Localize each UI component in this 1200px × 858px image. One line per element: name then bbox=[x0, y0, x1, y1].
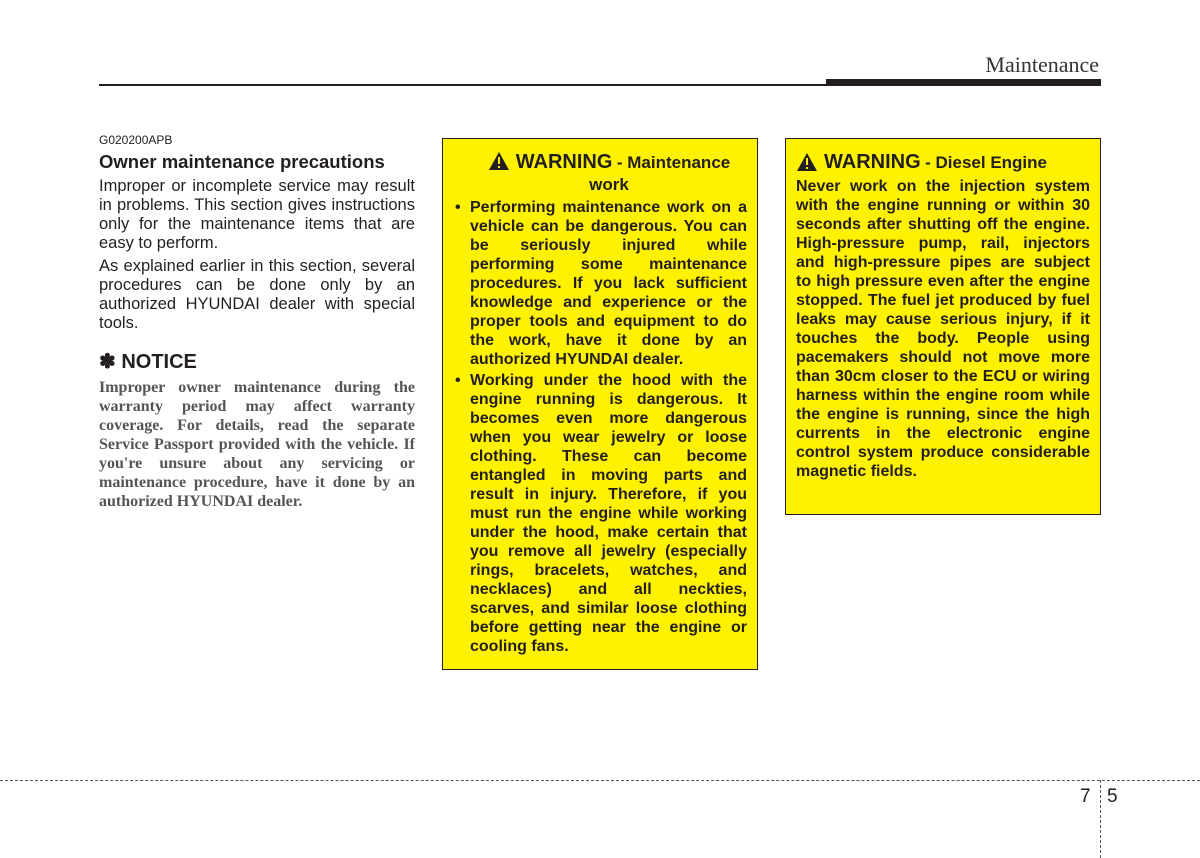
warning-subtitle: - Diesel Engine bbox=[925, 153, 1047, 172]
section-code: G020200APB bbox=[99, 133, 173, 147]
page-header-title: Maintenance bbox=[985, 52, 1099, 77]
warning-diesel-text: Never work on the injection system with the engine running or within 30 seconds after shutting off the engine. High-pressure pump, rail, injectors and high-pressure pipes are subject to high pressure even after the engine stopped. The fuel jet produced by fuel leaks may cause serious injury, if it touches the body. People using pacemakers should not move more than 30cm closer to the ECU or wiring harness within the engine room while the engine is running, since the high currents in the electronic engine control system produce considerable magnetic fields. bbox=[796, 178, 1090, 480]
warning-diesel-box bbox=[785, 138, 1101, 515]
notice-text: Improper owner maintenance during the warranty period may affect warranty coverage. For details, read the separate Service Passport provided with the vehicle. If you're unsure about any servicing or maintenance procedure, have it done by an authorized HYUNDAI dealer. bbox=[99, 379, 415, 510]
notice-heading bbox=[99, 349, 415, 374]
warning-maintenance-title bbox=[453, 151, 747, 196]
warning-maintenance-list bbox=[453, 198, 747, 656]
warning-maintenance-box bbox=[442, 138, 758, 670]
section-title: Owner maintenance precautions bbox=[99, 151, 385, 172]
footer-dashed-rule bbox=[0, 780, 1200, 781]
chapter-number: 7 bbox=[1080, 786, 1091, 807]
warning-diesel-title bbox=[796, 151, 1090, 175]
intro-paragraph: Improper or incomplete service may result in problems. This section gives instructions only for the maintenance items that are easy to perform. bbox=[99, 177, 415, 252]
notice-heading-label: NOTICE bbox=[121, 351, 197, 373]
warning-word: WARNING bbox=[824, 151, 921, 173]
notice-asterisk-icon: ✽ bbox=[99, 351, 116, 373]
left-column bbox=[99, 133, 415, 511]
dealer-paragraph: As explained earlier in this section, several procedures can be done only by an authorized HYUNDAI dealer with special tools. bbox=[99, 257, 415, 332]
footer-dashed-divider bbox=[1100, 780, 1101, 858]
warning-triangle-icon bbox=[796, 152, 818, 172]
header-rule-thin bbox=[99, 84, 826, 86]
header-rule-thick bbox=[826, 79, 1101, 86]
warning-triangle-icon bbox=[488, 151, 510, 171]
warning-word: WARNING bbox=[515, 151, 613, 173]
warning-subtitle: - Maintenance work bbox=[589, 153, 731, 194]
list-item: • Working under the hood with the engine running is dangerous. It becomes even more dangerous when you wear jewelry or loose clothing. These can become entangled in moving parts and result in injury. Therefore, if you must run the engine while working under the hood, make certain that you remove all jewelry (especially rings, bracelets, watches, and necklaces) and all neckties, scarves, and similar loose clothing before getting near the engine or cooling fans. bbox=[453, 371, 747, 656]
page-number: 5 bbox=[1107, 786, 1118, 807]
list-item: • Performing maintenance work on a vehicle can be dangerous. You can be seriously injured while performing some maintenance procedures. If you lack sufficient knowledge and experience or the proper tools and equipment to do the work, have it done by an authorized HYUNDAI dealer. bbox=[453, 198, 747, 369]
